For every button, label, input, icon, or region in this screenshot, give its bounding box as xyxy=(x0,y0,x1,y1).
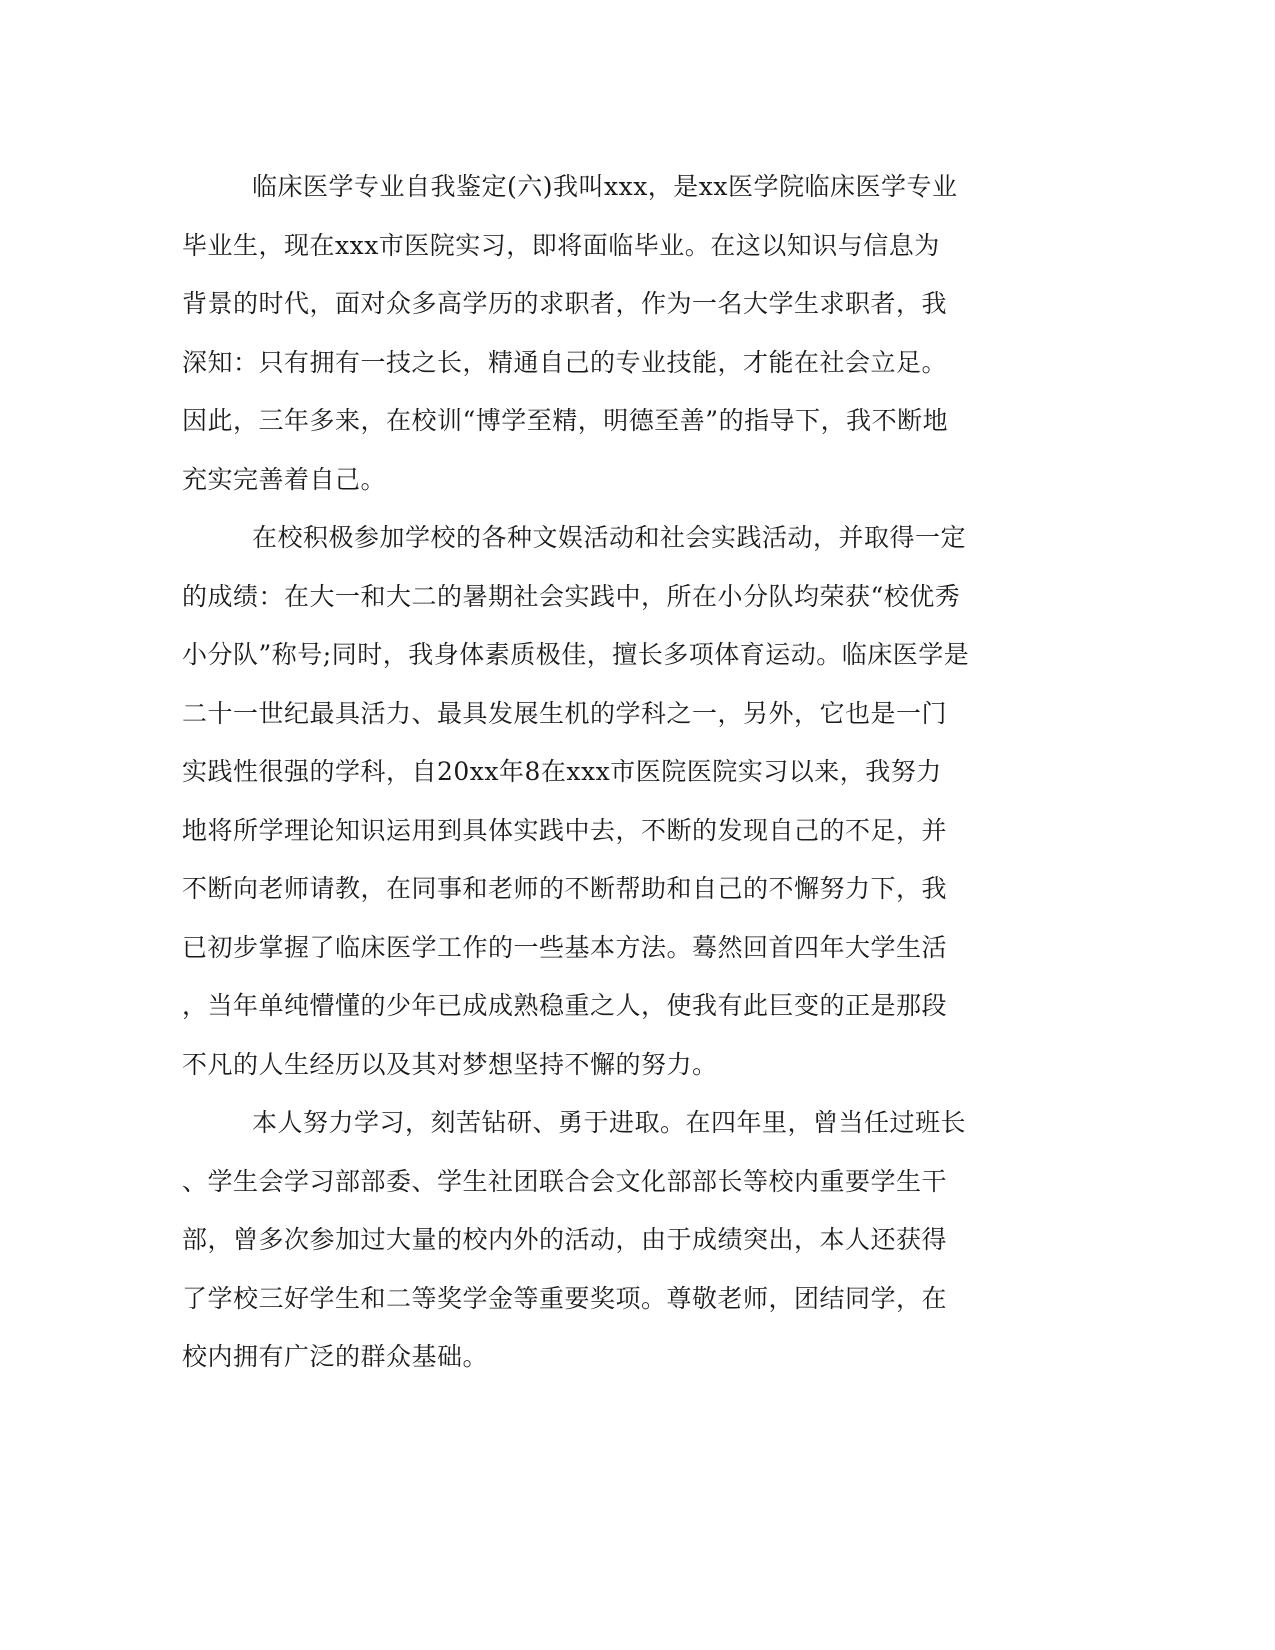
text-line: ，当年单纯懵懂的少年已成成熟稳重之人，使我有此巨变的正是那段 xyxy=(182,991,948,1020)
text-line: 的成绩：在大一和大二的暑期社会实践中，所在小分队均荣获“校优秀 xyxy=(182,581,961,611)
text-line: 、学生会学习部部委、学生社团联合会文化部部长等校内重要学生干 xyxy=(182,1166,948,1196)
document-body xyxy=(182,158,1030,1387)
text-line: 深知：只有拥有一技之长，精通自己的专业技能，才能在社会立足。 xyxy=(182,347,948,377)
text-line: 临床医学专业自我鉴定(六)我叫xxx，是xx医学院临床医学专业 xyxy=(252,172,958,201)
text-line: 在校积极参加学校的各种文娱活动和社会实践活动，并取得一定 xyxy=(252,523,967,552)
text-line: 了学校三好学生和二等奖学金等重要奖项。尊敬老师，团结同学，在 xyxy=(182,1283,948,1313)
text-line: 校内拥有广泛的群众基础。 xyxy=(182,1342,489,1371)
text-line: 毕业生，现在xxx市医院实习，即将面临毕业。在这以知识与信息为 xyxy=(182,230,940,260)
paragraph-3 xyxy=(182,1094,1030,1387)
paragraph-1 xyxy=(182,158,1030,509)
paragraph-2 xyxy=(182,509,1030,1094)
text-line: 充实完善着自己。 xyxy=(182,464,387,494)
text-line: 已初步掌握了临床医学工作的一些基本方法。蓦然回首四年大学生活 xyxy=(182,932,948,962)
text-line: 因此，三年多来，在校训“博学至精，明德至善”的指导下，我不断地 xyxy=(182,406,949,435)
text-line: 实践性很强的学科，自20xx年8在xxx市医院医院实习以来，我努力 xyxy=(182,757,942,786)
text-line: 背景的时代，面对众多高学历的求职者，作为一名大学生求职者，我 xyxy=(182,289,948,318)
text-line: 不断向老师请教，在同事和老师的不断帮助和自己的不懈努力下，我 xyxy=(182,874,948,903)
text-line: 本人努力学习，刻苦钻研、勇于进取。在四年里，曾当任过班长 xyxy=(252,1108,967,1137)
text-line: 地将所学理论知识运用到具体实践中去，不断的发现自己的不足，并 xyxy=(182,815,948,845)
text-line: 二十一世纪最具活力、最具发展生机的学科之一，另外，它也是一门 xyxy=(182,698,948,728)
text-line: 不凡的人生经历以及其对梦想坚持不懈的努力。 xyxy=(182,1049,718,1079)
text-line: 部，曾多次参加过大量的校内外的活动，由于成绩突出，本人还获得 xyxy=(182,1225,948,1254)
text-line: 小分队”称号;同时，我身体素质极佳，擅长多项体育运动。临床医学是 xyxy=(182,640,970,669)
